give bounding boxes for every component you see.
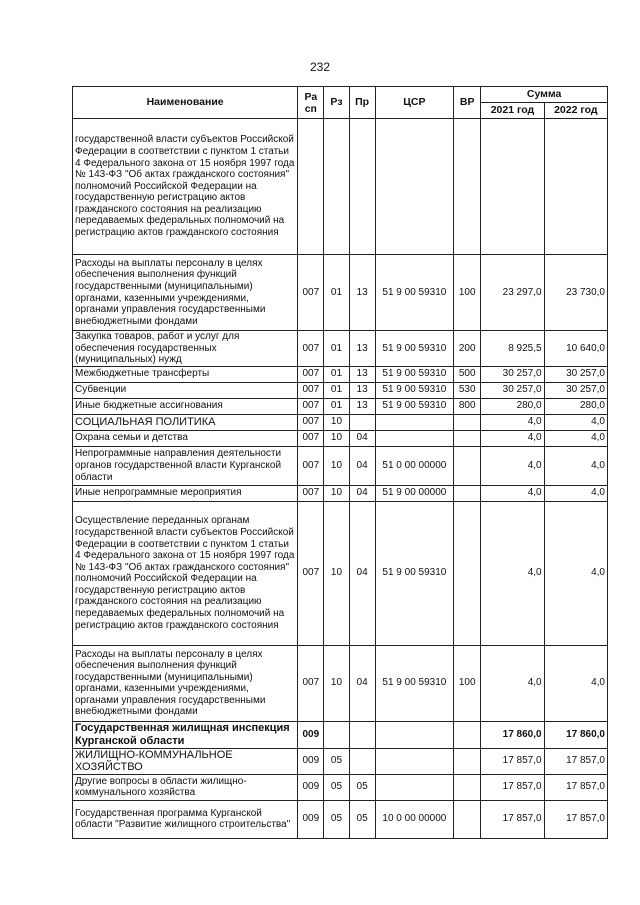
cell-csr [375, 430, 453, 446]
cell-y2021: 4,0 [481, 501, 544, 645]
cell-rz [324, 119, 349, 255]
cell-vr [454, 721, 481, 748]
cell-rz: 10 [324, 430, 349, 446]
cell-y2022: 4,0 [544, 446, 607, 485]
cell-y2021: 4,0 [481, 645, 544, 721]
cell-rz: 01 [324, 366, 349, 382]
table-body [73, 119, 608, 839]
cell-y2022: 4,0 [544, 485, 607, 501]
cell-name: Осуществление переданных органам государственной власти субъектов Российской Федерации в соответствии с пунктом 1 статьи 4 Федерального закона от 15 ноября 1997 года № 143-ФЗ "Об актах гражданского состояния" полномочий Российской Федерации на государственную регистрацию актов гражданского состояния на реализацию передаваемых федеральных полномочий на регистрацию актов гражданского состояния [73, 501, 298, 645]
cell-csr: 51 9 00 59310 [375, 398, 453, 414]
cell-pr [349, 721, 375, 748]
cell-y2022: 30 257,0 [544, 382, 607, 398]
cell-y2022: 4,0 [544, 430, 607, 446]
cell-name: Закупка товаров, работ и услуг для обеспечения государственных (муниципальных) нужд [73, 331, 298, 367]
cell-csr [375, 414, 453, 430]
cell-rasp: 009 [298, 800, 324, 838]
cell-name: Государственная жилищная инспекция Курганской области [73, 721, 298, 748]
cell-rz [324, 721, 349, 748]
header-2021: 2021 год [481, 103, 544, 119]
cell-vr: 100 [454, 255, 481, 331]
cell-rasp: 007 [298, 645, 324, 721]
cell-rasp: 007 [298, 331, 324, 367]
cell-name: Государственная программа Курганской области "Развитие жилищного строительства" [73, 800, 298, 838]
cell-rz: 10 [324, 414, 349, 430]
table-row [73, 446, 608, 485]
cell-rasp: 007 [298, 485, 324, 501]
cell-vr: 500 [454, 366, 481, 382]
cell-vr: 530 [454, 382, 481, 398]
cell-csr [375, 774, 453, 800]
cell-pr: 13 [349, 398, 375, 414]
cell-rz: 05 [324, 774, 349, 800]
cell-name: Непрограммные направления деятельности органов государственной власти Курганской области [73, 446, 298, 485]
cell-y2022: 17 857,0 [544, 800, 607, 838]
header-2022: 2022 год [544, 103, 607, 119]
cell-pr: 13 [349, 366, 375, 382]
cell-csr: 51 9 00 59310 [375, 645, 453, 721]
cell-rasp [298, 119, 324, 255]
cell-rz: 10 [324, 645, 349, 721]
cell-vr [454, 774, 481, 800]
cell-pr: 04 [349, 446, 375, 485]
table-row [73, 430, 608, 446]
cell-rz: 01 [324, 255, 349, 331]
cell-y2022: 4,0 [544, 501, 607, 645]
cell-vr [454, 800, 481, 838]
cell-y2021: 17 860,0 [481, 721, 544, 748]
cell-csr [375, 119, 453, 255]
cell-name: Другие вопросы в области жилищно-коммунального хозяйства [73, 774, 298, 800]
cell-rz: 10 [324, 501, 349, 645]
cell-y2021: 17 857,0 [481, 748, 544, 774]
cell-pr [349, 414, 375, 430]
cell-rz: 10 [324, 446, 349, 485]
cell-vr [454, 119, 481, 255]
cell-pr: 04 [349, 485, 375, 501]
cell-rasp: 009 [298, 748, 324, 774]
cell-pr: 13 [349, 382, 375, 398]
cell-name: Охрана семьи и детства [73, 430, 298, 446]
table-row [73, 255, 608, 331]
cell-rasp: 007 [298, 398, 324, 414]
cell-y2022: 280,0 [544, 398, 607, 414]
cell-csr: 51 9 00 59310 [375, 382, 453, 398]
cell-pr: 05 [349, 774, 375, 800]
cell-rasp: 007 [298, 366, 324, 382]
cell-y2022: 23 730,0 [544, 255, 607, 331]
cell-vr: 200 [454, 331, 481, 367]
table-row [73, 721, 608, 748]
cell-csr: 51 0 00 00000 [375, 446, 453, 485]
header-pr: Пр [349, 87, 375, 119]
cell-csr: 51 9 00 59310 [375, 366, 453, 382]
cell-csr [375, 748, 453, 774]
cell-rz: 10 [324, 485, 349, 501]
cell-y2021: 23 297,0 [481, 255, 544, 331]
cell-csr: 51 9 00 59310 [375, 501, 453, 645]
cell-csr: 51 9 00 59310 [375, 331, 453, 367]
cell-rasp: 007 [298, 382, 324, 398]
cell-vr [454, 414, 481, 430]
cell-vr [454, 430, 481, 446]
cell-y2021: 30 257,0 [481, 382, 544, 398]
cell-rasp: 007 [298, 430, 324, 446]
cell-rz: 01 [324, 331, 349, 367]
cell-csr [375, 721, 453, 748]
header-rz: Рз [324, 87, 349, 119]
table-row [73, 119, 608, 255]
cell-csr: 51 9 00 59310 [375, 255, 453, 331]
cell-csr: 51 9 00 00000 [375, 485, 453, 501]
cell-y2021: 30 257,0 [481, 366, 544, 382]
table-row [73, 382, 608, 398]
cell-y2022 [544, 119, 607, 255]
cell-pr: 05 [349, 800, 375, 838]
cell-rasp: 007 [298, 255, 324, 331]
cell-y2022: 17 857,0 [544, 774, 607, 800]
cell-y2021: 8 925,5 [481, 331, 544, 367]
cell-pr [349, 748, 375, 774]
cell-y2021: 4,0 [481, 446, 544, 485]
cell-y2022: 4,0 [544, 414, 607, 430]
cell-pr: 13 [349, 255, 375, 331]
cell-name: Расходы на выплаты персоналу в целях обеспечения выполнения функций государственными (муниципальными) органами, казенными учреждениями, органами управления государственными внебюджетными фондами [73, 645, 298, 721]
cell-name: Расходы на выплаты персоналу в целях обеспечения выполнения функций государственными (муниципальными) органами, казенными учреждениями, органами управления государственными внебюджетными фондами [73, 255, 298, 331]
table-row [73, 398, 608, 414]
cell-y2021: 4,0 [481, 485, 544, 501]
cell-y2022: 30 257,0 [544, 366, 607, 382]
table-row [73, 331, 608, 367]
table-row [73, 774, 608, 800]
cell-y2021 [481, 119, 544, 255]
cell-y2022: 17 857,0 [544, 748, 607, 774]
cell-y2021: 17 857,0 [481, 774, 544, 800]
cell-rz: 01 [324, 382, 349, 398]
cell-name: ЖИЛИЩНО-КОММУНАЛЬНОЕ ХОЗЯЙСТВО [73, 748, 298, 774]
budget-table [72, 86, 608, 839]
header-csr: ЦСР [375, 87, 453, 119]
cell-csr: 10 0 00 00000 [375, 800, 453, 838]
cell-y2022: 17 860,0 [544, 721, 607, 748]
table-row [73, 485, 608, 501]
cell-vr [454, 748, 481, 774]
cell-vr: 800 [454, 398, 481, 414]
cell-vr [454, 501, 481, 645]
cell-name: государственной власти субъектов Российской Федерации в соответствии с пунктом 1 статьи 4 Федерального закона от 15 ноября 1997 года № 143-ФЗ "Об актах гражданского состояния" полномочий Российской Федерации на государственную регистрацию актов гражданского состояния на реализацию передаваемых федеральных полномочий на регистрацию актов гражданского состояния [73, 119, 298, 255]
cell-pr [349, 119, 375, 255]
cell-rasp: 009 [298, 721, 324, 748]
cell-name: СОЦИАЛЬНАЯ ПОЛИТИКА [73, 414, 298, 430]
cell-rz: 05 [324, 748, 349, 774]
cell-pr: 13 [349, 331, 375, 367]
cell-name: Межбюджетные трансферты [73, 366, 298, 382]
cell-rz: 05 [324, 800, 349, 838]
table-row [73, 414, 608, 430]
cell-vr: 100 [454, 645, 481, 721]
table-row [73, 501, 608, 645]
cell-name: Иные бюджетные ассигнования [73, 398, 298, 414]
cell-y2021: 280,0 [481, 398, 544, 414]
cell-name: Иные непрограммные мероприятия [73, 485, 298, 501]
cell-rasp: 009 [298, 774, 324, 800]
cell-vr [454, 446, 481, 485]
cell-vr [454, 485, 481, 501]
page-number: 232 [309, 60, 331, 74]
cell-y2022: 10 640,0 [544, 331, 607, 367]
header-sum: Сумма [481, 87, 608, 103]
table-row [73, 645, 608, 721]
cell-rasp: 007 [298, 501, 324, 645]
cell-rasp: 007 [298, 414, 324, 430]
cell-y2021: 4,0 [481, 414, 544, 430]
table-row [73, 748, 608, 774]
cell-pr: 04 [349, 430, 375, 446]
cell-y2022: 4,0 [544, 645, 607, 721]
header-name: Наименование [73, 87, 298, 119]
cell-name: Субвенции [73, 382, 298, 398]
cell-y2021: 17 857,0 [481, 800, 544, 838]
header-rasp: Ра сп [298, 87, 324, 119]
cell-rz: 01 [324, 398, 349, 414]
cell-pr: 04 [349, 501, 375, 645]
table-row [73, 366, 608, 382]
header-vr: ВР [454, 87, 481, 119]
cell-rasp: 007 [298, 446, 324, 485]
table-row [73, 800, 608, 838]
cell-y2021: 4,0 [481, 430, 544, 446]
cell-pr: 04 [349, 645, 375, 721]
